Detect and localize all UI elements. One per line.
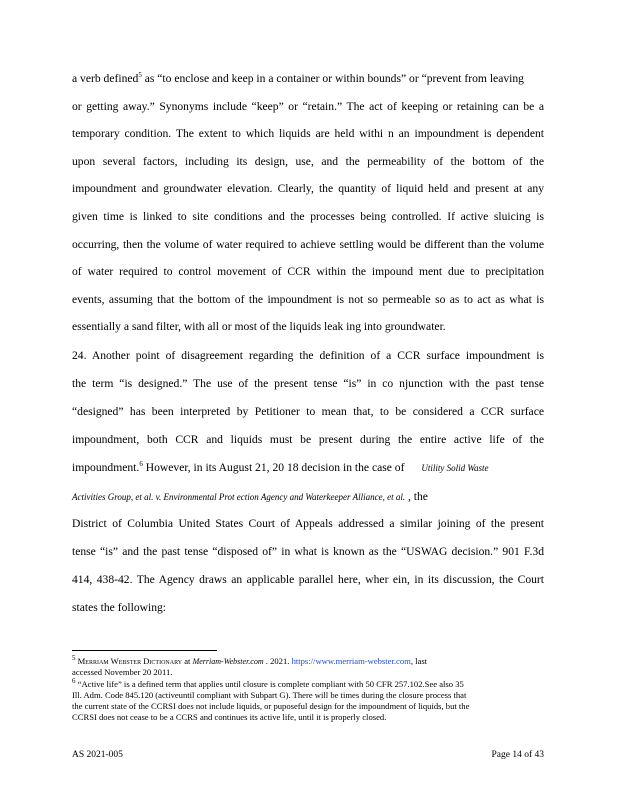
footnote-ref-6[interactable]: 6 [139, 460, 143, 469]
case-name-italic: Activities Group, et al. v. Environmental Prot ection Agency and Waterkeeper Alliance, et al. [72, 492, 406, 502]
body-line: or getting away.” Synonyms include “keep” or “retain.” The act of keeping or retaining can be a [72, 100, 544, 113]
body-line: events, assuming that the bottom of the impoundment is not so permeable so as to act as what is [72, 293, 544, 306]
footnote-number: 5 [72, 654, 76, 663]
body-line: tense “is” and the past tense “disposed of” in what is known as the “USWAG decision.” 901 F.3d [72, 545, 544, 558]
footnote-5 [72, 656, 544, 667]
footnote-text: . 2021. [263, 656, 292, 666]
body-text: impoundment. [72, 461, 140, 474]
body-line: of water required to control movement of CCR within the impound ment due to precipitation [72, 265, 544, 278]
footnote-text: at [182, 656, 193, 666]
body-line: impoundment, both CCR and liquids must be present during the entire active life of the [72, 433, 544, 446]
footnote-text: “Active life” is a defined term that applies until closure is complete compliant with 50 CFR 257.102.See also 35 [75, 679, 464, 689]
footnote-6-cont: the current state of the CCRSI does not include liquids, or puposeful design for the impoundment of liquids, but the [72, 701, 470, 711]
body-line: the term “is designed.” The use of the present tense “is” in co njunction with the past tense [72, 377, 544, 390]
page-number: Page 14 of 43 [491, 750, 544, 760]
body-line: states the following: [72, 601, 167, 614]
source-name: Merriam Webster Dictionary [77, 656, 183, 666]
body-line [72, 71, 544, 87]
body-text: However, in its August 21, 20 18 decision in the case of [142, 461, 405, 474]
footnote-6-cont: Ill. Adm. Code 845.120 (activeuntil compliant with Subpart G). There will be times during the closure process that [72, 690, 467, 700]
footnote-text: , last [410, 656, 428, 666]
body-line [72, 460, 544, 476]
body-line: essentially a sand filter, with all or most of the liquids leak ing into groundwater. [72, 320, 446, 333]
site-name: Merriam-Webster.com [192, 657, 264, 666]
footnote-6 [72, 679, 544, 689]
body-text: a verb defined [72, 72, 139, 85]
body-line: occurring, then the volume of water required to achieve settling would be different than the volume [72, 238, 544, 251]
case-name-italic: Utility Solid Waste [421, 463, 489, 473]
footnote-number: 6 [72, 677, 76, 686]
body-line: District of Columbia United States Court of Appeals addressed a similar joining of the present [72, 517, 544, 530]
footnote-separator [72, 650, 217, 651]
body-text: as “to enclose and keep in a container or within bounds” or “prevent from leaving [144, 72, 524, 85]
body-line: given time is linked to site conditions and the processes being controlled. If active sluicing is [72, 210, 544, 223]
body-line [72, 489, 544, 505]
body-line: temporary condition. The extent to which liquids are held withi n an impoundment is dependent [72, 127, 544, 140]
paragraph-24-start: 24. Another point of disagreement regarding the definition of a CCR surface impoundment is [72, 349, 544, 362]
body-line: impoundment and groundwater elevation. Clearly, the quantity of liquid held and present at any [72, 182, 544, 195]
footnote-ref-5[interactable]: 5 [138, 71, 142, 80]
body-text: , the [405, 490, 428, 503]
body-line: upon several factors, including its design, use, and the permeability of the bottom of the [72, 155, 544, 168]
footnote-5-cont: accessed November 20 2011. [72, 667, 173, 677]
footnote-6-cont: CCRSI does not cease to be a CCRS and continues its active life, until it is properly closed. [72, 712, 387, 722]
body-line: 414, 438-42. The Agency draws an applicable parallel here, wher ein, in its discussion, the Court [72, 573, 544, 586]
case-number: AS 2021-005 [72, 750, 123, 760]
body-line: “designed” has been interpreted by Petitioner to mean that, to be considered a CCR surface [72, 405, 544, 418]
merriam-webster-link[interactable]: https://www.merriam-webster.com [291, 656, 411, 666]
